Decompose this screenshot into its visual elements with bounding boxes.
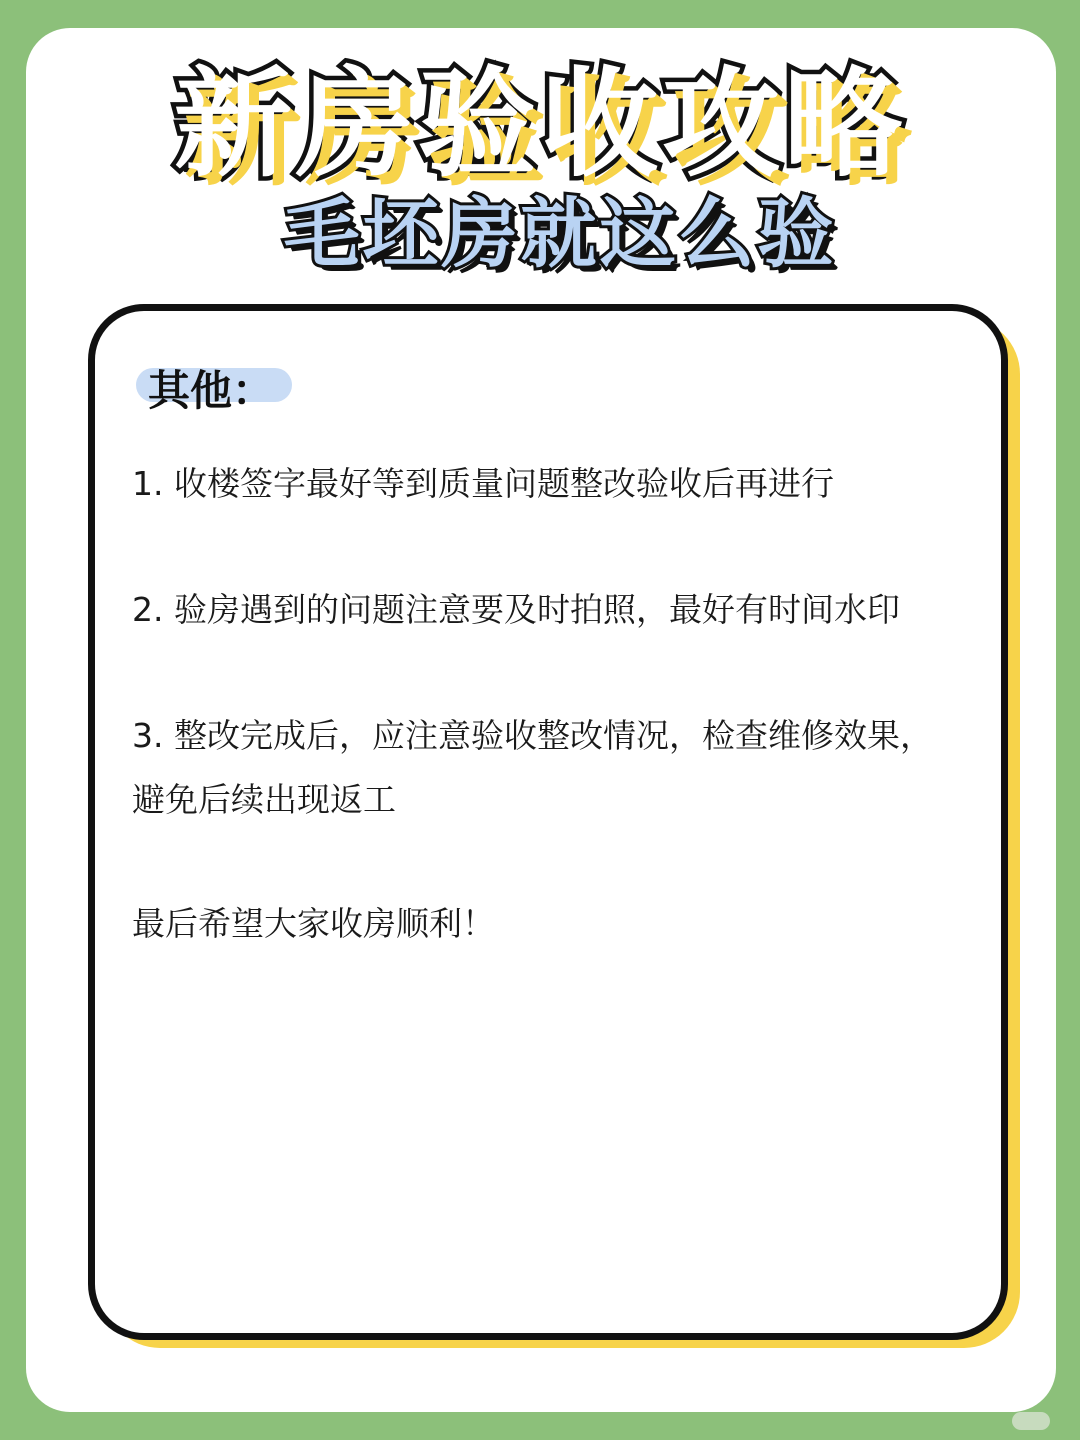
tip-item-1: 1. 收楼签字最好等到质量问题整改验收后再进行 xyxy=(132,464,834,503)
tip-item-2: 2. 验房遇到的问题注意要及时拍照，最好有时间水印 xyxy=(132,590,900,629)
page-subtitle: 毛坯房就这么验 xyxy=(283,189,837,278)
tip-item-3: 3. 整改完成后，应注意验收整改情况，检查维修效果，避免后续出现返工 xyxy=(132,716,933,819)
watermark-badge xyxy=(1012,1412,1050,1430)
closing-note: 最后希望大家收房顺利！ xyxy=(132,904,495,943)
page-title: 新房验收攻略 xyxy=(173,55,906,193)
section-tag-label: 其他： xyxy=(148,366,275,415)
section-tag xyxy=(134,362,292,415)
